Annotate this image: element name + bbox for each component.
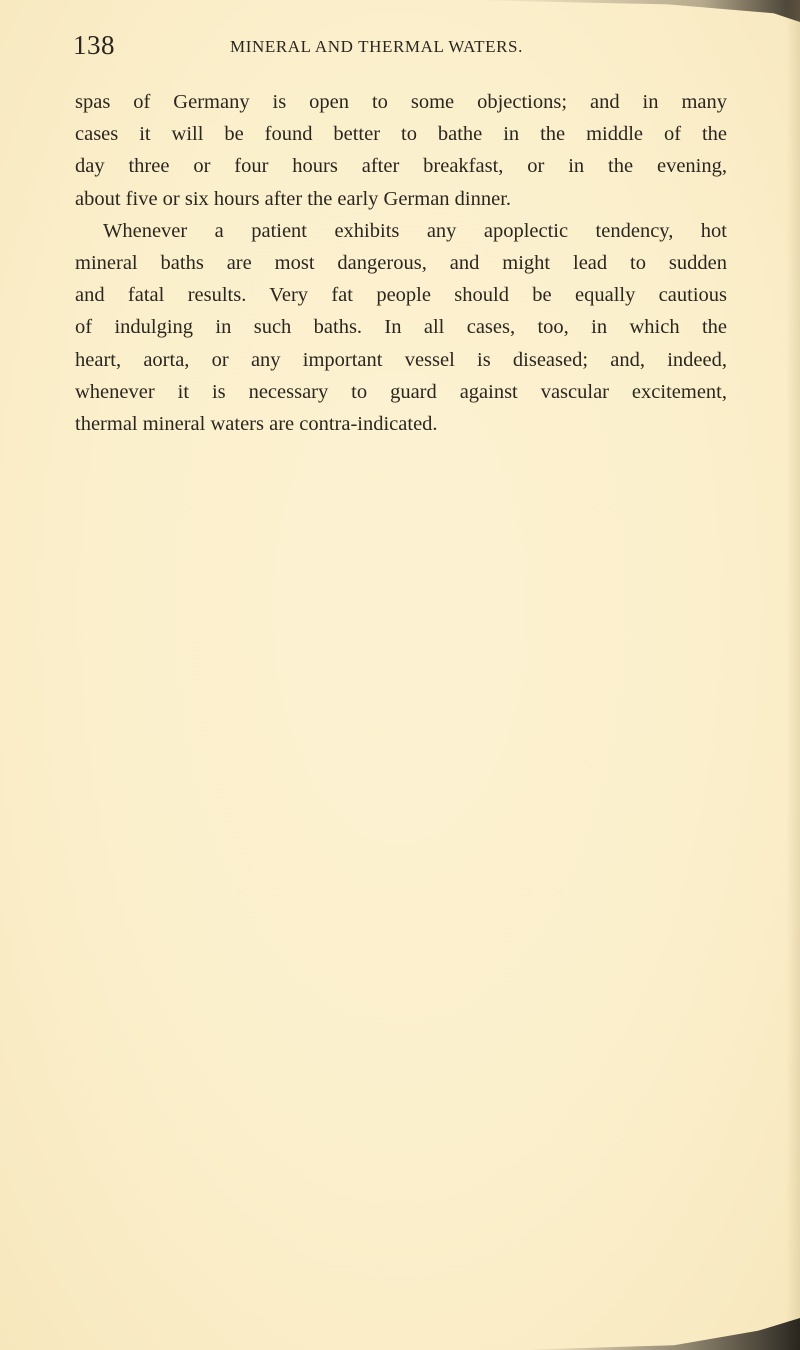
text-line: of indulging in such baths. In all cases, too, in which the — [75, 316, 727, 339]
text-line: mineral baths are most dangerous, and might lead to sudden — [75, 251, 727, 274]
body-text — [75, 86, 727, 440]
text-line: day three or four hours after breakfast, or in the evening, — [75, 155, 727, 178]
text-line: Whenever a patient exhibits any apoplectic tendency, hot — [103, 219, 727, 242]
page-edge-shadow-top — [470, 0, 800, 22]
running-head: MINERAL AND THERMAL WATERS. — [230, 37, 523, 56]
text-line: and fatal results. Very fat people should be equally cautious — [75, 284, 727, 307]
page-edge-shadow-bottom — [520, 1318, 800, 1350]
text-line: whenever it is necessary to guard against vascular excitement, — [75, 380, 727, 403]
text-line: heart, aorta, or any important vessel is diseased; and, indeed, — [75, 348, 727, 371]
text-line: thermal mineral waters are contra-indicated. — [75, 412, 438, 435]
text-line: spas of Germany is open to some objections; and in many — [75, 91, 727, 113]
text-line: cases it will be found better to bathe in the middle of the — [75, 123, 727, 146]
page-number: 138 — [73, 30, 115, 60]
page-edge-shadow-right — [786, 0, 800, 1350]
text-line: about five or six hours after the early German dinner. — [75, 187, 512, 210]
